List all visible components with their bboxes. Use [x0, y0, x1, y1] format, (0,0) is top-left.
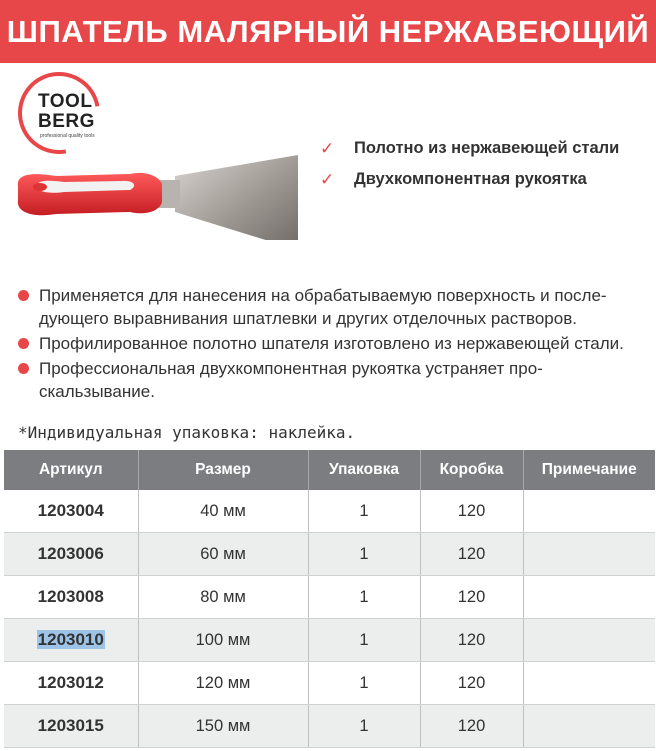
- selected-article-highlight[interactable]: 1203010: [37, 630, 104, 649]
- cell-box: 120: [420, 533, 523, 576]
- product-table: [4, 450, 655, 748]
- description-item: [18, 284, 648, 330]
- check-icon: ✓: [320, 170, 335, 189]
- check-icon: ✓: [320, 139, 335, 158]
- cell-note: [523, 662, 655, 705]
- cell-article-selected[interactable]: [4, 619, 138, 662]
- table-row: [4, 576, 655, 619]
- description-text: Профессиональная двухкомпонентная рукоятка устраняет про-скальзывание.: [39, 359, 543, 401]
- feature-item: [320, 169, 650, 190]
- cell-note: [523, 705, 655, 748]
- cell-note: [523, 533, 655, 576]
- red-dot-icon: [18, 338, 29, 349]
- cell-size: 120 мм: [138, 662, 308, 705]
- cell-size: 60 мм: [138, 533, 308, 576]
- feature-text: Двухкомпонентная рукоятка: [354, 170, 587, 188]
- description-text: Профилированное полотно шпателя изготовлено из нержавеющей стали.: [39, 334, 624, 353]
- cell-note: [523, 619, 655, 662]
- description-item: [18, 357, 648, 403]
- cell-box: 120: [420, 705, 523, 748]
- feature-text: Полотно из нержавеющей стали: [354, 139, 620, 157]
- table-row: [4, 490, 655, 533]
- description-item: [18, 332, 648, 355]
- table-header-row: [4, 450, 655, 490]
- page-title-text: ШПАТЕЛЬ МАЛЯРНЫЙ НЕРЖАВЕЮЩИЙ: [6, 13, 650, 49]
- description-text: Применяется для нанесения на обрабатываемую поверхность и после-дующего выравнивания шпатлевки и других отделочных растворов.: [39, 286, 607, 328]
- cell-box: 120: [420, 576, 523, 619]
- page-title: [0, 0, 656, 63]
- cell-size: 100 мм: [138, 619, 308, 662]
- column-header-box: Коробка: [420, 450, 523, 490]
- column-header-pack: Упаковка: [308, 450, 420, 490]
- feature-item: [320, 138, 650, 159]
- table-row: [4, 705, 655, 748]
- column-header-article: Артикул: [4, 450, 138, 490]
- cell-pack: 1: [308, 533, 420, 576]
- brand-logo: [18, 72, 102, 156]
- cell-pack: 1: [308, 576, 420, 619]
- cell-pack: 1: [308, 619, 420, 662]
- cell-pack: 1: [308, 705, 420, 748]
- red-dot-icon: [18, 290, 29, 301]
- cell-pack: 1: [308, 662, 420, 705]
- description-list: [18, 284, 648, 405]
- packaging-note: *Индивидуальная упаковка: наклейка.: [18, 423, 356, 442]
- cell-article: 1203004: [4, 490, 138, 533]
- cell-article: 1203012: [4, 662, 138, 705]
- cell-article: 1203008: [4, 576, 138, 619]
- cell-size: 80 мм: [138, 576, 308, 619]
- table-row: [4, 533, 655, 576]
- cell-article: 1203006: [4, 533, 138, 576]
- putty-knife-icon: [10, 150, 305, 240]
- logo-line-2: BERG: [38, 111, 95, 132]
- table-row: [4, 662, 655, 705]
- column-header-size: Размер: [138, 450, 308, 490]
- cell-size: 40 мм: [138, 490, 308, 533]
- cell-article: 1203015: [4, 705, 138, 748]
- cell-box: 120: [420, 619, 523, 662]
- cell-pack: 1: [308, 490, 420, 533]
- feature-list: [320, 138, 650, 200]
- cell-note: [523, 490, 655, 533]
- cell-note: [523, 576, 655, 619]
- cell-size: 150 мм: [138, 705, 308, 748]
- cell-box: 120: [420, 490, 523, 533]
- logo-line-1: TOOL: [38, 91, 93, 112]
- table-row: [4, 619, 655, 662]
- cell-box: 120: [420, 662, 523, 705]
- column-header-note: Примечание: [523, 450, 655, 490]
- red-dot-icon: [18, 363, 29, 374]
- logo-tagline: professional quality tools: [40, 133, 95, 139]
